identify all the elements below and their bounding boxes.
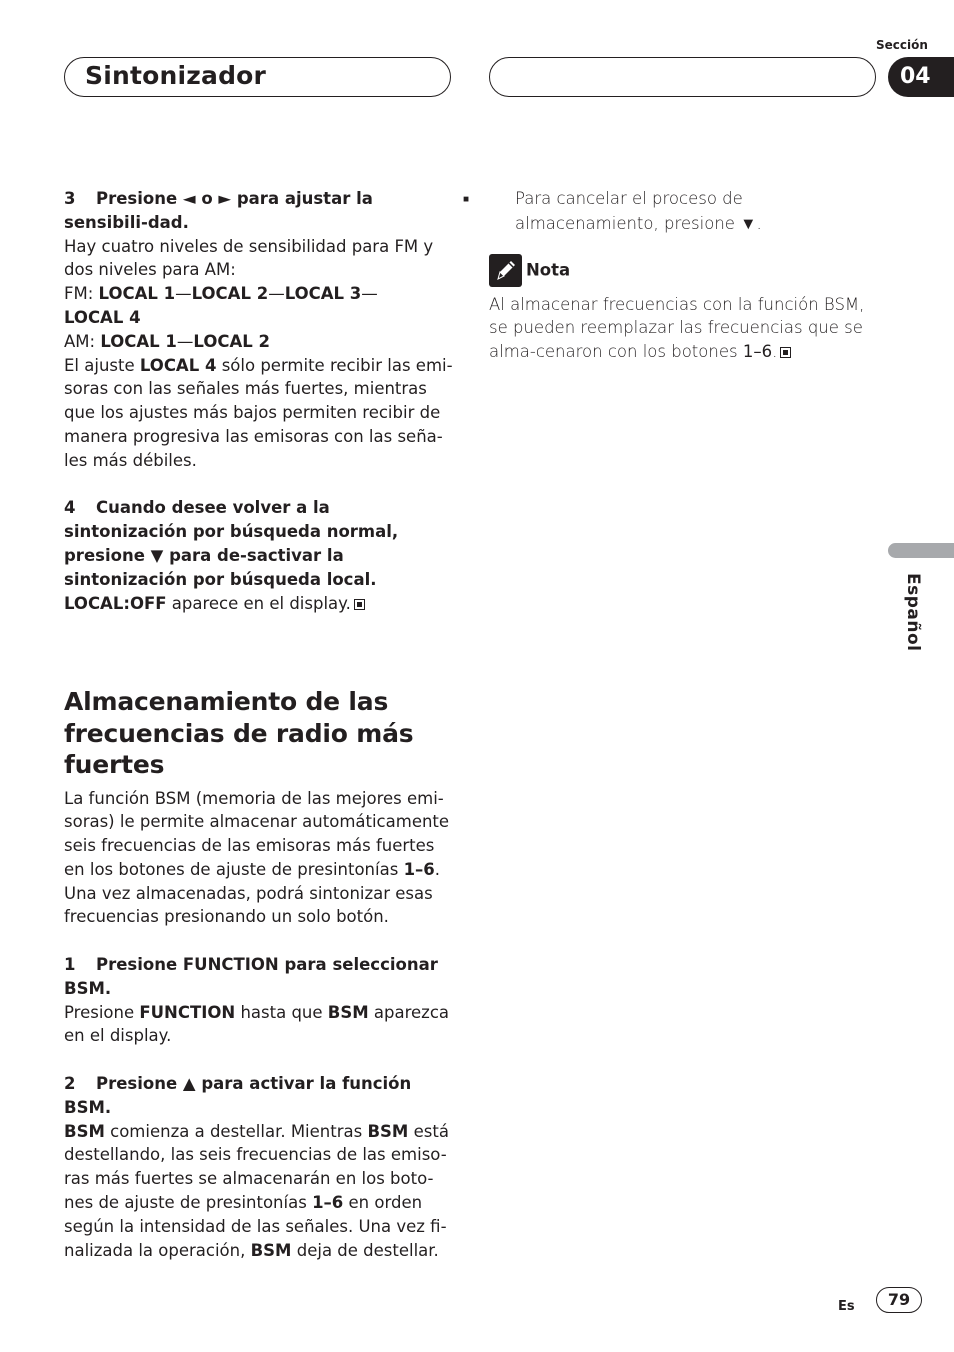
step-3-line1: Hay cuatro niveles de sensibilidad para FM y — [64, 236, 434, 256]
page-number: 79 — [876, 1287, 922, 1313]
language-label: Español — [903, 573, 923, 652]
bsm-heading: Almacenamiento de las frecuencias de radio más fuertes — [64, 687, 414, 779]
step-1-body: Presione FUNCTION hasta que BSM aparezca en el display. — [64, 1002, 450, 1046]
note-body: Al almacenar frecuencias con la función BSM, se pueden reemplazar las frecuencias que se alma-cenaron con los botones 1–6. — [489, 294, 865, 362]
right-column — [463, 187, 879, 364]
step-3-title: 3 Presione ◄ o ► para ajustar la sensibili-dad. — [64, 189, 373, 232]
section-title: Sintonizador — [85, 61, 267, 90]
section-number-badge: 04 — [888, 57, 954, 97]
note-header — [489, 254, 879, 287]
step-2-body: BSM comienza a destellar. Mientras BSM está destellando, las seis frecuencias de las emiso-ras más fuertes se almacenarán en los boto-nes de ajuste de presintonías 1–6 en orden según la intensidad de las señales. Una vez fi-nalizada la operación, BSM deja de destellar. — [64, 1121, 449, 1260]
left-column — [64, 187, 454, 615]
bullet-icon: ■ — [463, 194, 470, 205]
cancel-note: ■ Para cancelar el proceso de almacenamiento, presione ▼. — [463, 189, 762, 233]
am-levels: AM: LOCAL 1—LOCAL 2 — [64, 331, 270, 351]
step-4-body: LOCAL:OFF aparece en el display. — [64, 592, 454, 616]
end-mark-icon — [354, 599, 365, 610]
step-3-body: El ajuste LOCAL 4 sólo permite recibir las emi-soras con las señales más fuertes, mientras que los ajustes más bajos permiten recibir de manera progresiva las emisoras con las seña-les más débiles. — [64, 355, 453, 470]
step-4-title: 4 Cuando desee volver a la sintonización por búsqueda normal, presione ▼ para de-sactivar la sintonización por búsqueda local. — [64, 498, 399, 589]
section-label: Sección — [876, 38, 928, 52]
language-code: Es — [838, 1299, 855, 1314]
language-tab-bar — [888, 543, 954, 558]
step-1-title: 1 Presione FUNCTION para seleccionar BSM. — [64, 955, 438, 998]
section-title-box — [64, 57, 451, 97]
note-title: Nota — [526, 260, 571, 280]
fm-levels: FM: LOCAL 1—LOCAL 2—LOCAL 3— LOCAL 4 — [64, 284, 378, 327]
bsm-intro: La función BSM (memoria de las mejores emi-soras) le permite almacenar automáticamente seis frecuencias de las emisoras más fuertes en los botones de ajuste de presintonías 1–6. Una vez almacenadas, podrá sintonizar esas frecuencias presionando un solo botón. — [64, 788, 450, 927]
end-mark-icon — [780, 347, 791, 358]
pencil-note-icon — [489, 254, 522, 287]
section-empty-box — [489, 57, 876, 97]
bsm-section — [64, 686, 454, 1262]
step-3-line2: dos niveles para AM: — [64, 260, 236, 280]
step-2-title: 2 Presione ▲ para activar la función BSM. — [64, 1074, 412, 1117]
